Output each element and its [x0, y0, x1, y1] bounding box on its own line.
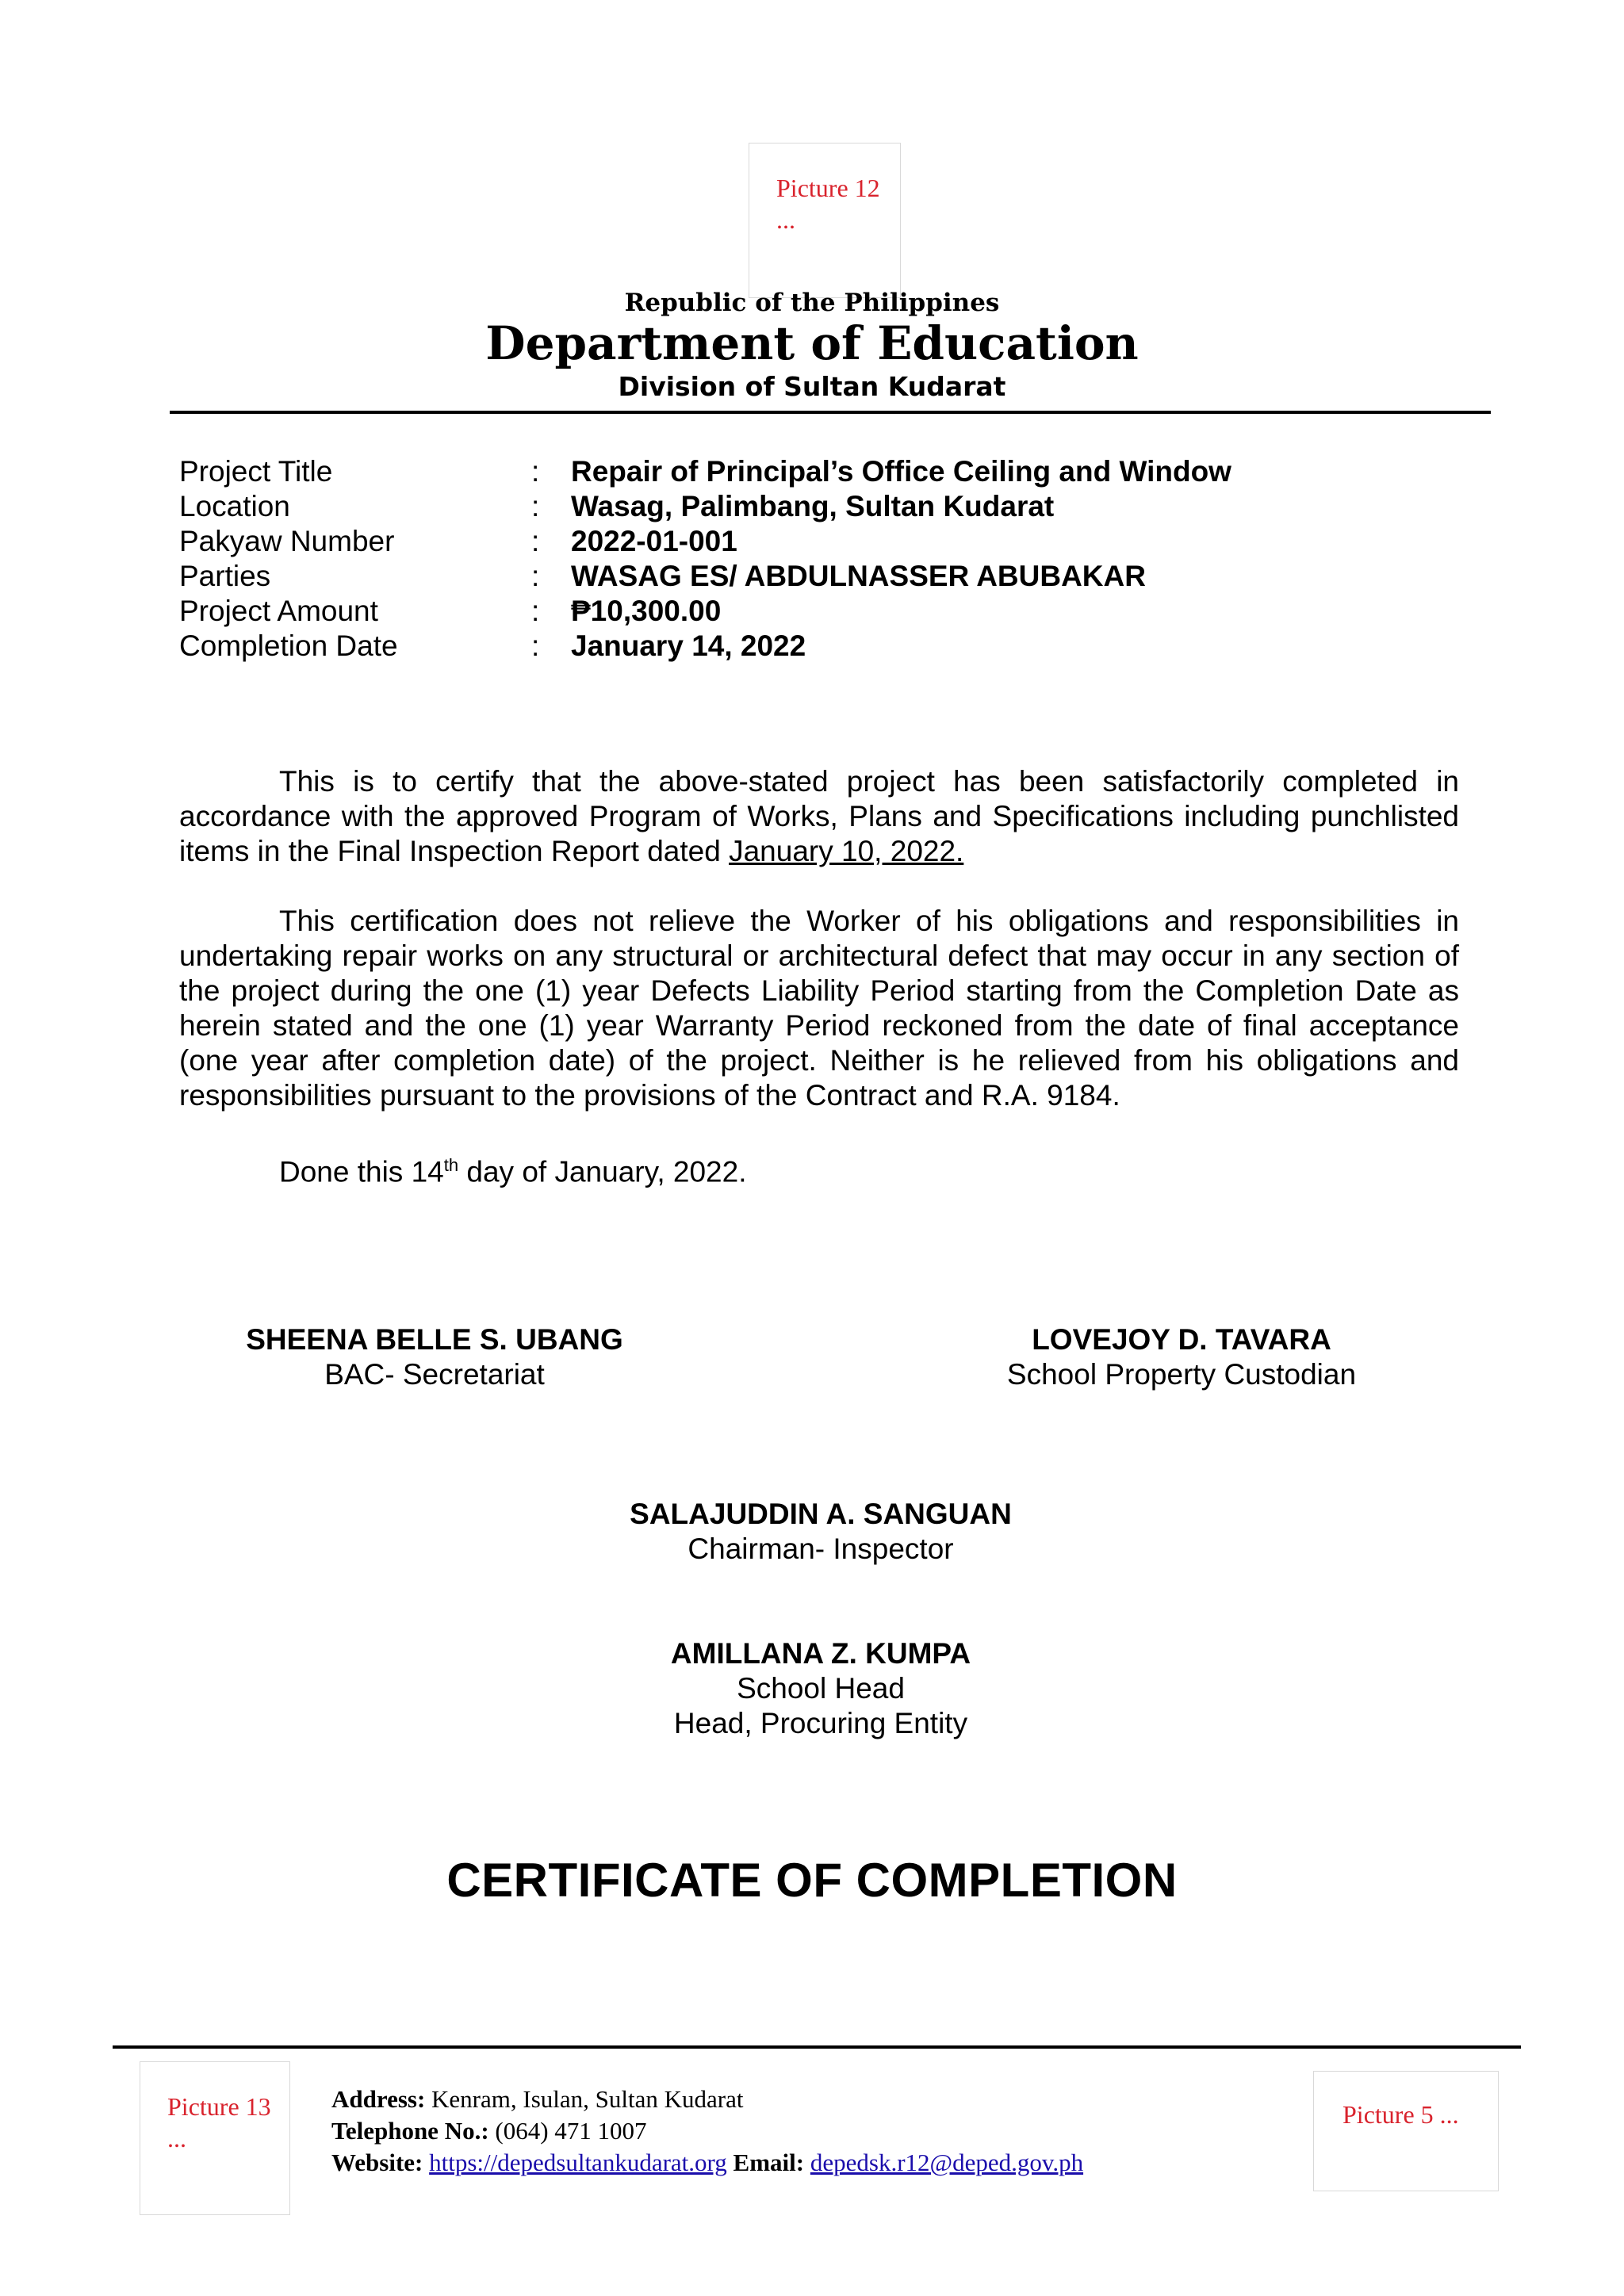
- info-value: ₱10,300.00: [571, 595, 722, 627]
- signatory-title: BAC- Secretariat: [324, 1358, 545, 1391]
- telephone-value: (064) 471 1007: [488, 2117, 647, 2145]
- division-heading: Division of Sultan Kudarat: [618, 371, 1006, 402]
- footer-right-picture-label: Picture 5 ...: [1342, 2100, 1459, 2129]
- telephone-label: Telephone No.:: [331, 2117, 489, 2145]
- signatory-left: [197, 1322, 672, 1392]
- info-colon: :: [531, 490, 540, 522]
- done-prefix: Done this 14: [279, 1155, 444, 1188]
- info-colon: :: [531, 595, 540, 627]
- certificate-title: CERTIFICATE OF COMPLETION: [446, 1854, 1178, 1907]
- liability-paragraph: [179, 904, 1459, 1113]
- info-label: Project Amount: [179, 595, 378, 627]
- signatory-title-secondary: Head, Procuring Entity: [673, 1707, 968, 1739]
- republic-heading: Republic of the Philippines: [624, 289, 1000, 317]
- info-label: Pakyaw Number: [179, 525, 395, 557]
- footer-web-email: [331, 2147, 1083, 2179]
- signatory-right: [944, 1322, 1419, 1392]
- signatory-title: School Property Custodian: [1006, 1358, 1357, 1391]
- signatory-title: Chairman- Inspector: [688, 1533, 954, 1565]
- address-label: Address:: [331, 2085, 426, 2113]
- signatory-name: AMILLANA Z. KUMPA: [670, 1637, 971, 1670]
- website-label: Website:: [331, 2149, 423, 2176]
- info-colon: :: [531, 629, 540, 662]
- liability-text: This certification does not relieve the Worker of his obligations and responsibilities in undertaking repair works on any structural or architectural defect that may occur in any section of the project during the one (1) year Defects Liability Period starting from the Completion Date as herein stated and the one (1) year Warranty Period reckoned from the date of final acceptance (one year after completion date) of the project. Neither is he relieved from his obligations and responsibilities pursuant to the provisions of the Contract and R.A. 9184.: [179, 905, 1459, 1112]
- website-link[interactable]: https://depedsultankudarat.org: [429, 2149, 727, 2176]
- done-superscript: th: [443, 1155, 459, 1175]
- info-colon: :: [531, 560, 540, 592]
- email-label: Email:: [733, 2149, 805, 2176]
- info-label: Location: [179, 490, 290, 522]
- department-heading: Department of Education: [485, 316, 1139, 370]
- info-value: WASAG ES/ ABDULNASSER ABUBAKAR: [571, 560, 1146, 592]
- done-suffix: day of January, 2022.: [458, 1155, 747, 1188]
- info-label: Project Title: [179, 455, 333, 488]
- info-colon: :: [531, 455, 540, 488]
- info-label: Parties: [179, 560, 271, 592]
- footer-telephone: [331, 2115, 1083, 2147]
- info-label: Completion Date: [179, 629, 398, 662]
- done-line: [179, 1148, 1459, 1189]
- info-value: January 14, 2022: [571, 629, 806, 662]
- info-value: Wasag, Palimbang, Sultan Kudarat: [571, 490, 1055, 522]
- footer-contact: [331, 2084, 1083, 2179]
- signatory-name: SHEENA BELLE S. UBANG: [246, 1323, 623, 1356]
- inspection-report-date: January 10, 2022.: [729, 835, 964, 867]
- signatory-center-head: [0, 1636, 1624, 1741]
- info-value: Repair of Principal’s Office Ceiling and Window: [571, 455, 1231, 488]
- top-picture-placeholder: [749, 143, 901, 298]
- footer-right-picture-placeholder: [1313, 2071, 1499, 2191]
- signatory-name: LOVEJOY D. TAVARA: [1032, 1323, 1331, 1356]
- address-value: Kenram, Isulan, Sultan Kudarat: [425, 2085, 744, 2113]
- info-value: 2022-01-001: [571, 525, 737, 557]
- footer-left-picture-placeholder: [140, 2061, 290, 2215]
- email-link[interactable]: depedsk.r12@deped.gov.ph: [810, 2149, 1084, 2176]
- header-divider: [170, 411, 1491, 414]
- info-colon: :: [531, 525, 540, 557]
- signatory-title: School Head: [737, 1672, 905, 1705]
- footer-divider: [113, 2045, 1521, 2049]
- top-picture-label: Picture 12 ...: [776, 174, 880, 234]
- signatory-name: SALAJUDDIN A. SANGUAN: [630, 1498, 1012, 1530]
- certification-text: This is to certify that the above-stated project has been satisfactorily completed in accordance with the approved Program of Works, Plans and Specifications including punchlisted items in the Final Inspection Report dated: [179, 765, 1459, 867]
- footer-address: [331, 2084, 1083, 2115]
- certification-paragraph: [179, 764, 1459, 869]
- footer-left-picture-label: Picture 13 ...: [167, 2092, 271, 2152]
- signatory-center-inspector: [0, 1497, 1624, 1567]
